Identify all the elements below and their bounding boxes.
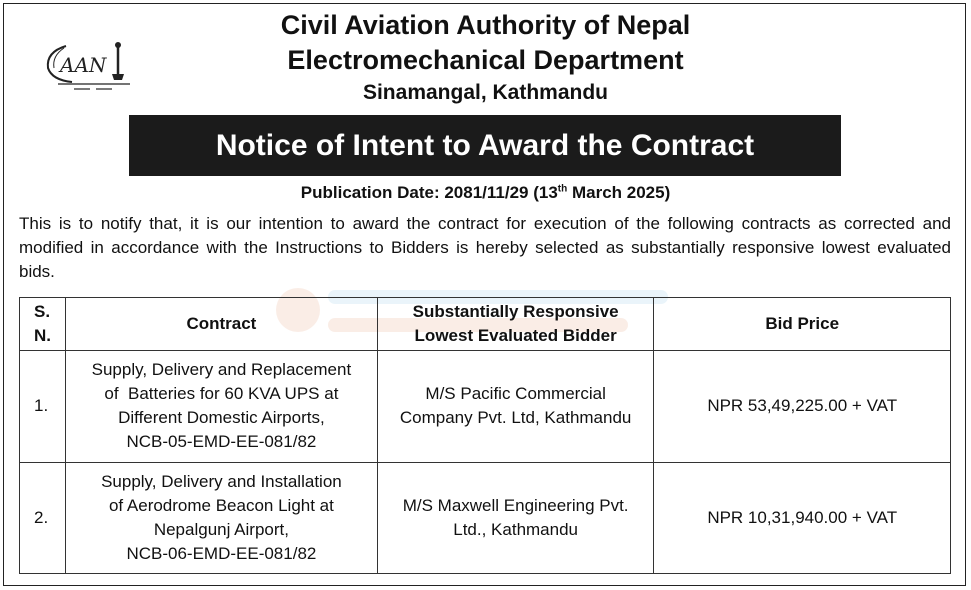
contract-line: Supply, Delivery and Replacement bbox=[91, 360, 352, 380]
row-bidder bbox=[377, 351, 654, 463]
notice-title: Notice of Intent to Award the Contract bbox=[215, 128, 755, 162]
intro-paragraph: This is to notify that, it is our intention to award the contract for execution of the following contracts as corrected and modified in accordance with the Instructions to Bidders is hereby selected as substantially responsive lowest evaluated bids. bbox=[19, 214, 951, 281]
row-contract bbox=[65, 351, 377, 463]
header-price: Bid Price bbox=[654, 298, 951, 351]
svg-text:AAN: AAN bbox=[60, 53, 107, 77]
publication-date bbox=[0, 183, 971, 203]
header-sn-line: S. bbox=[34, 302, 51, 321]
contract-line: of Aerodrome Beacon Light at bbox=[108, 495, 334, 515]
contract-line: NCB-05-EMD-EE-081/82 bbox=[126, 432, 317, 452]
notice-title-banner bbox=[129, 115, 841, 176]
bidder-line: M/S Maxwell Engineering Pvt. bbox=[402, 495, 629, 515]
header-bidder-line: Substantially Responsive bbox=[412, 302, 619, 321]
header-contract: Contract bbox=[65, 298, 377, 351]
publication-date-superscript: th bbox=[557, 183, 568, 195]
department-name: Electromechanical Department bbox=[287, 45, 684, 75]
contract-line: Nepalgunj Airport, bbox=[153, 519, 289, 539]
row-bidder bbox=[377, 462, 654, 574]
row-sn: 1. bbox=[20, 351, 66, 463]
header-bidder-line: Lowest Evaluated Bidder bbox=[414, 326, 617, 345]
bidder-line: Ltd., Kathmandu bbox=[453, 519, 579, 539]
contract-line: of Batteries for 60 KVA UPS at bbox=[104, 384, 339, 404]
row-sn: 2. bbox=[20, 462, 66, 574]
header-sn bbox=[20, 298, 66, 351]
organization-name: Civil Aviation Authority of Nepal bbox=[280, 10, 691, 40]
header-bidder bbox=[377, 298, 654, 351]
contract-line: NCB-06-EMD-EE-081/82 bbox=[126, 543, 317, 563]
row-price: NPR 53,49,225.00 + VAT bbox=[654, 351, 951, 463]
row-price: NPR 10,31,940.00 + VAT bbox=[654, 462, 951, 574]
table-row bbox=[20, 351, 951, 463]
row-contract bbox=[65, 462, 377, 574]
table-header-row bbox=[20, 298, 951, 351]
bidder-line: Company Pvt. Ltd, Kathmandu bbox=[399, 408, 632, 428]
table-row bbox=[20, 462, 951, 574]
publication-date-prefix: Publication Date: 2081/11/29 (13 bbox=[300, 183, 558, 202]
awards-table bbox=[19, 297, 951, 574]
contract-line: Supply, Delivery and Installation bbox=[101, 471, 342, 491]
contract-line: Different Domestic Airports, bbox=[118, 408, 325, 428]
address: Sinamangal, Kathmandu bbox=[362, 81, 609, 104]
publication-date-suffix: March 2025) bbox=[567, 183, 671, 202]
bidder-line: M/S Pacific Commercial bbox=[425, 384, 606, 404]
header-sn-line: N. bbox=[34, 326, 51, 345]
